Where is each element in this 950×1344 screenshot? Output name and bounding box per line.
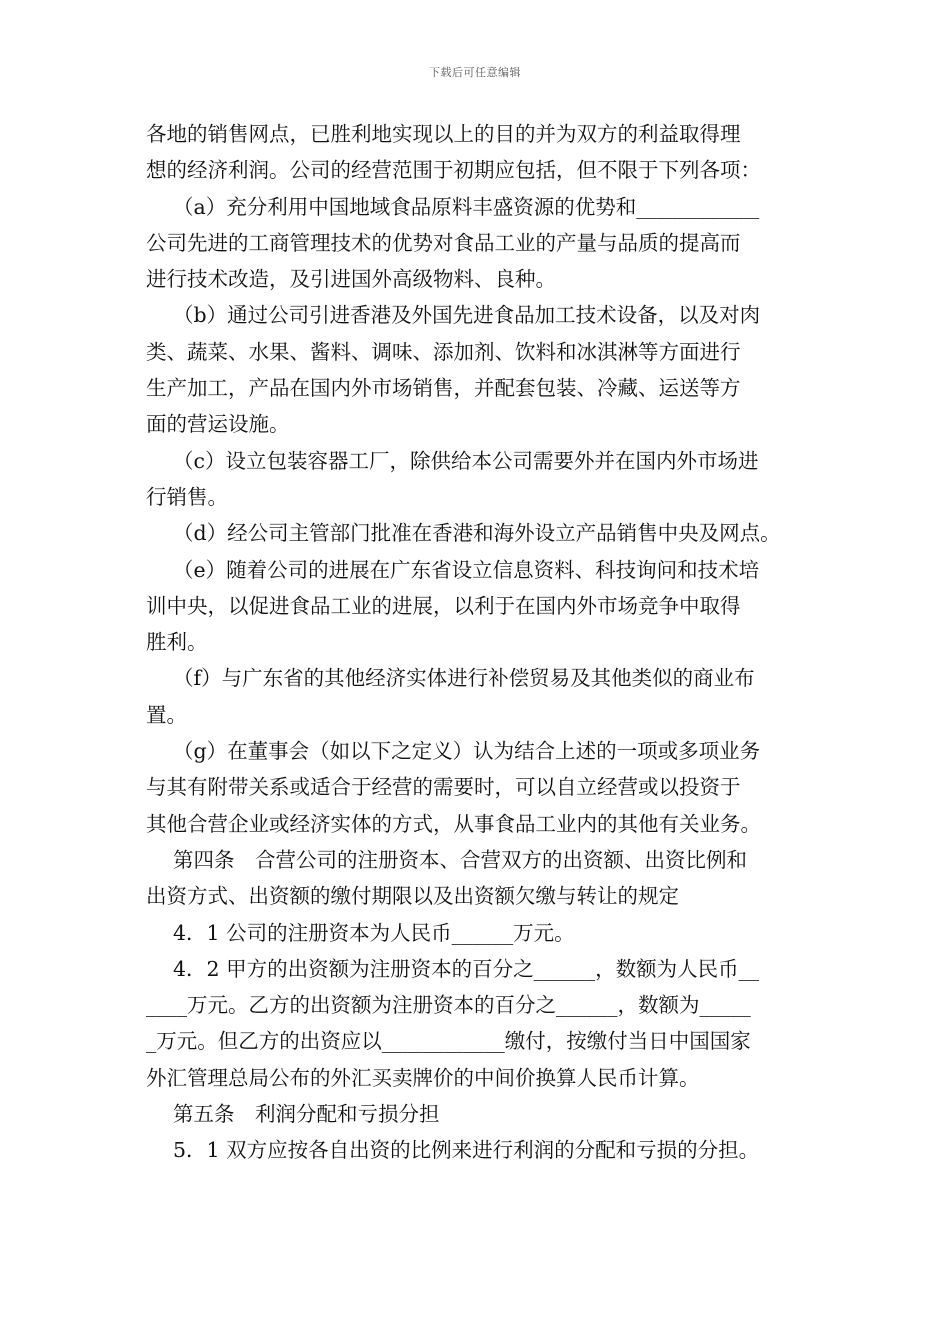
text-line: 生产加工，产品在国内外市场销售，并配套包装、冷藏、运送等方	[146, 376, 741, 401]
text-line: （e）随着公司的进展在广东省设立信息资料、科技询问和技术培	[173, 557, 760, 582]
text-line: 其他合营企业或经济实体的方式，从事食品工业内的其他有关业务。	[146, 811, 761, 836]
text-line: 训中央，以促进食品工业的进展，以利于在国内外市场竞争中取得	[146, 593, 741, 618]
text-line: （b）通过公司引进香港及外国先进食品加工技术设备，以及对肉	[173, 303, 761, 328]
text-line: 5．1 双方应按各自出资的比例来进行利润的分配和亏损的分担。	[173, 1138, 760, 1163]
text-line: 想的经济利润。公司的经营范围于初期应包括，但不限于下列各项：	[146, 158, 761, 183]
text-line: （a）充分利用中国地域食品原料丰盛资源的优势和____________	[173, 194, 760, 219]
text-line: 外汇管理总局公布的外汇买卖牌价的中间价换算人民币计算。	[146, 1065, 700, 1090]
text-line: _万元。但乙方的出资应以____________缴付，按缴付当日中国国家	[146, 1029, 751, 1054]
text-line: 各地的销售网点，已胜利地实现以上的目的并为双方的利益取得理	[146, 122, 741, 146]
text-line: 第五条 利润分配和亏损分担	[173, 1102, 440, 1127]
text-line: （c）设立包装容器工厂，除供给本公司需要外并在国内外市场进	[173, 448, 759, 473]
text-line: 类、蔬菜、水果、酱料、调味、添加剂、饮料和冰淇淋等方面进行	[146, 339, 741, 364]
document-body	[146, 116, 810, 1169]
text-line: ____万元。乙方的出资额为注册资本的百分之______，数额为_____	[146, 993, 751, 1018]
text-line: （g）在董事会（如以下之定义）认为结合上述的一项或多项业务	[173, 739, 761, 764]
text-line: 公司先进的工商管理技术的优势对食品工业的产量与品质的提高而	[146, 230, 741, 255]
text-line: 出资方式、出资额的缴付期限以及出资额欠缴与转让的规定	[146, 884, 679, 909]
text-line: （d）经公司主管部门批准在香港和海外设立产品销售中央及网点。	[173, 521, 781, 546]
text-line: 4．2 甲方的出资额为注册资本的百分之______，数额为人民币__	[173, 956, 760, 981]
text-line: 行销售。	[146, 484, 228, 509]
text-line: （f）与广东省的其他经济实体进行补偿贸易及其他类似的商业布	[173, 666, 755, 691]
text-line: 胜利。	[146, 630, 208, 655]
text-line: 与其有附带关系或适合于经营的需要时，可以自立经营或以投资于	[146, 775, 741, 800]
text-line: 进行技术改造，及引进国外高级物料、良种。	[146, 267, 556, 292]
page-header: 下载后可任意编辑	[429, 66, 521, 79]
text-line: 4．1 公司的注册资本为人民币______万元。	[173, 920, 575, 945]
text-line: 第四条 合营公司的注册资本、合营双方的出资额、出资比例和	[173, 847, 747, 872]
text-line: 置。	[146, 702, 187, 727]
text-line: 面的营运设施。	[146, 412, 290, 437]
